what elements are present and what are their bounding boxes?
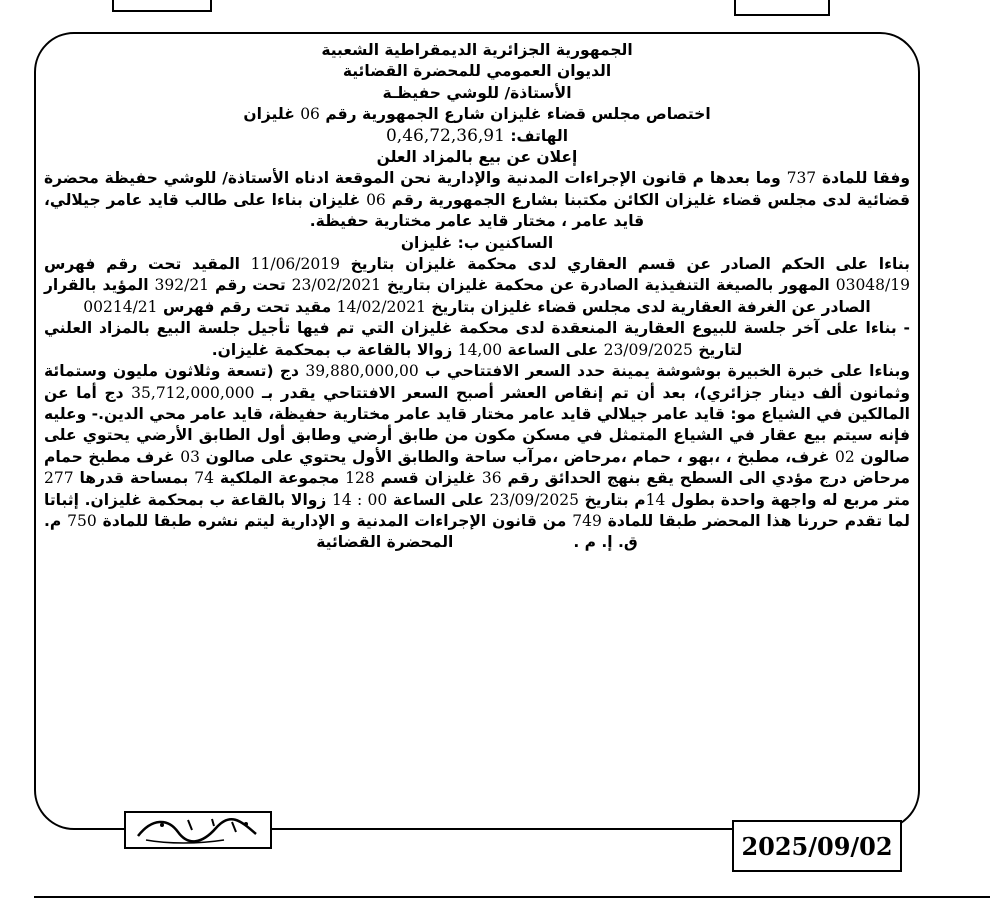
notice-title: إعلان عن بيع بالمزاد العلن (376, 148, 578, 167)
publication-date: 2025/09/02 (732, 820, 902, 872)
paragraph-legal-basis: وفقا للمادة 737 وما بعدها م قانون الإجراءات المدنية والإدارية نحن الموقعة ادناه الأستاذة/ للوشي حفيظة محضرة قضائية لدى مجلس قضاء غليزان الكائن مكتبنا بشارع الجمهورية رقم 06 غليزان بناءا على طالب قايد عامر جيلالي، قايد عامر ، مختار قايد عامر مختارية حفيظة. (44, 169, 911, 231)
newspaper-logo (124, 811, 272, 849)
header-line-jurisdiction: اختصاص مجلس قضاء غليزان شارع الجمهورية رقم 06 غليزان (243, 105, 711, 124)
top-right-box (734, 0, 830, 16)
header-line-office: الديوان العمومي للمحضرة القضائية (342, 62, 612, 81)
calligraphy-logo-icon (128, 814, 268, 846)
header-line-bailiff: الأستاذة/ للوشي حفيظـة (382, 83, 572, 102)
paragraph-property: وبناءا على خبرة الخبيرة بوشوشة يمينة حدد السعر الافتتاحي ب 39,880,000,00 دج (تسعة وثلاثون مليون وستمائة وثمانون ألف دينار جزائري)، بعد أن تم إنقاص العشر أصبح السعر الافتتاحي يقدر بـ 35,712,000,000 دج أما عن المالكين في الشياع مو: قايد عامر جيلالي قايد عامر مختار قايد عامر مختارية حفيظة، قايد عامر محي الدين.- وعليه فإنه سيتم بيع عقار في الشياع المتمثل في مسكن مكون من طابق أرضي وطابق أول الطابق الأرضي يحتوي على صالون 02 غرف، مطبخ ، ،بهو ، حمام ،مرحاض ،مرآب ساحة والطابق الأول يحتوي على صالون 03 غرف مطبخ حمام مرحاض درج مؤدي الى السطح يقع بنهج الحدائق رقم 36 غليزان قسم 128 مجموعة الملكية 74 بمساحة قدرها 277 متر مربع له واجهة واحدة بطول 14م بتاريخ 23/09/2025 على الساعة 00 : 14 زوالا بالقاعة ب بمحكمة غليزان. إثباتا لما تقدم حررنا هذا المحضر طبقا للمادة 749 من قانون الإجراءات المدنية و الإدارية ليتم نشره طبقا للمادة 750 م. ق. إ. م .المحضرة القضائية (44, 362, 910, 552)
auction-notice (44, 40, 910, 554)
bottom-divider (34, 896, 990, 898)
header-line-republic: الجمهورية الجزائرية الديمقراطية الشعبية (321, 41, 633, 59)
paragraph-judgment: بناءا على الحكم الصادر عن قسم العقاري لدى محكمة غليزان بتاريخ 11/06/2019 المقيد تحت رقم فهرس 03048/19 المهور بالصيغة التنفيذية الصادرة عن محكمة غليزان بتاريخ 23/02/2021 تحت رقم 392/21 المؤيد بالقرار الصادر عن الغرفة العقارية لدى مجلس قضاء غليزان بتاريخ 14/02/2021 مقيد تحت رقم فهرس 00214/21 (44, 255, 910, 316)
top-left-box (112, 0, 212, 12)
paragraph-session: - بناءا على آخر جلسة للبيوع العقارية المنعقدة لدى محكمة غليزان التي تم فيها تأجيل جلسة البيع بالمزاد العلني لتاريخ 23/09/2025 على الساعة 14,00 زوالا بالقاعة ب بمحكمة غليزان. (44, 319, 910, 359)
residence-line: الساكنين ب: غليزان (400, 233, 554, 252)
header-line-phone: الهاتف: 0,46,72,36,91 (385, 125, 569, 146)
signature: المحضرة القضائية (316, 533, 454, 552)
